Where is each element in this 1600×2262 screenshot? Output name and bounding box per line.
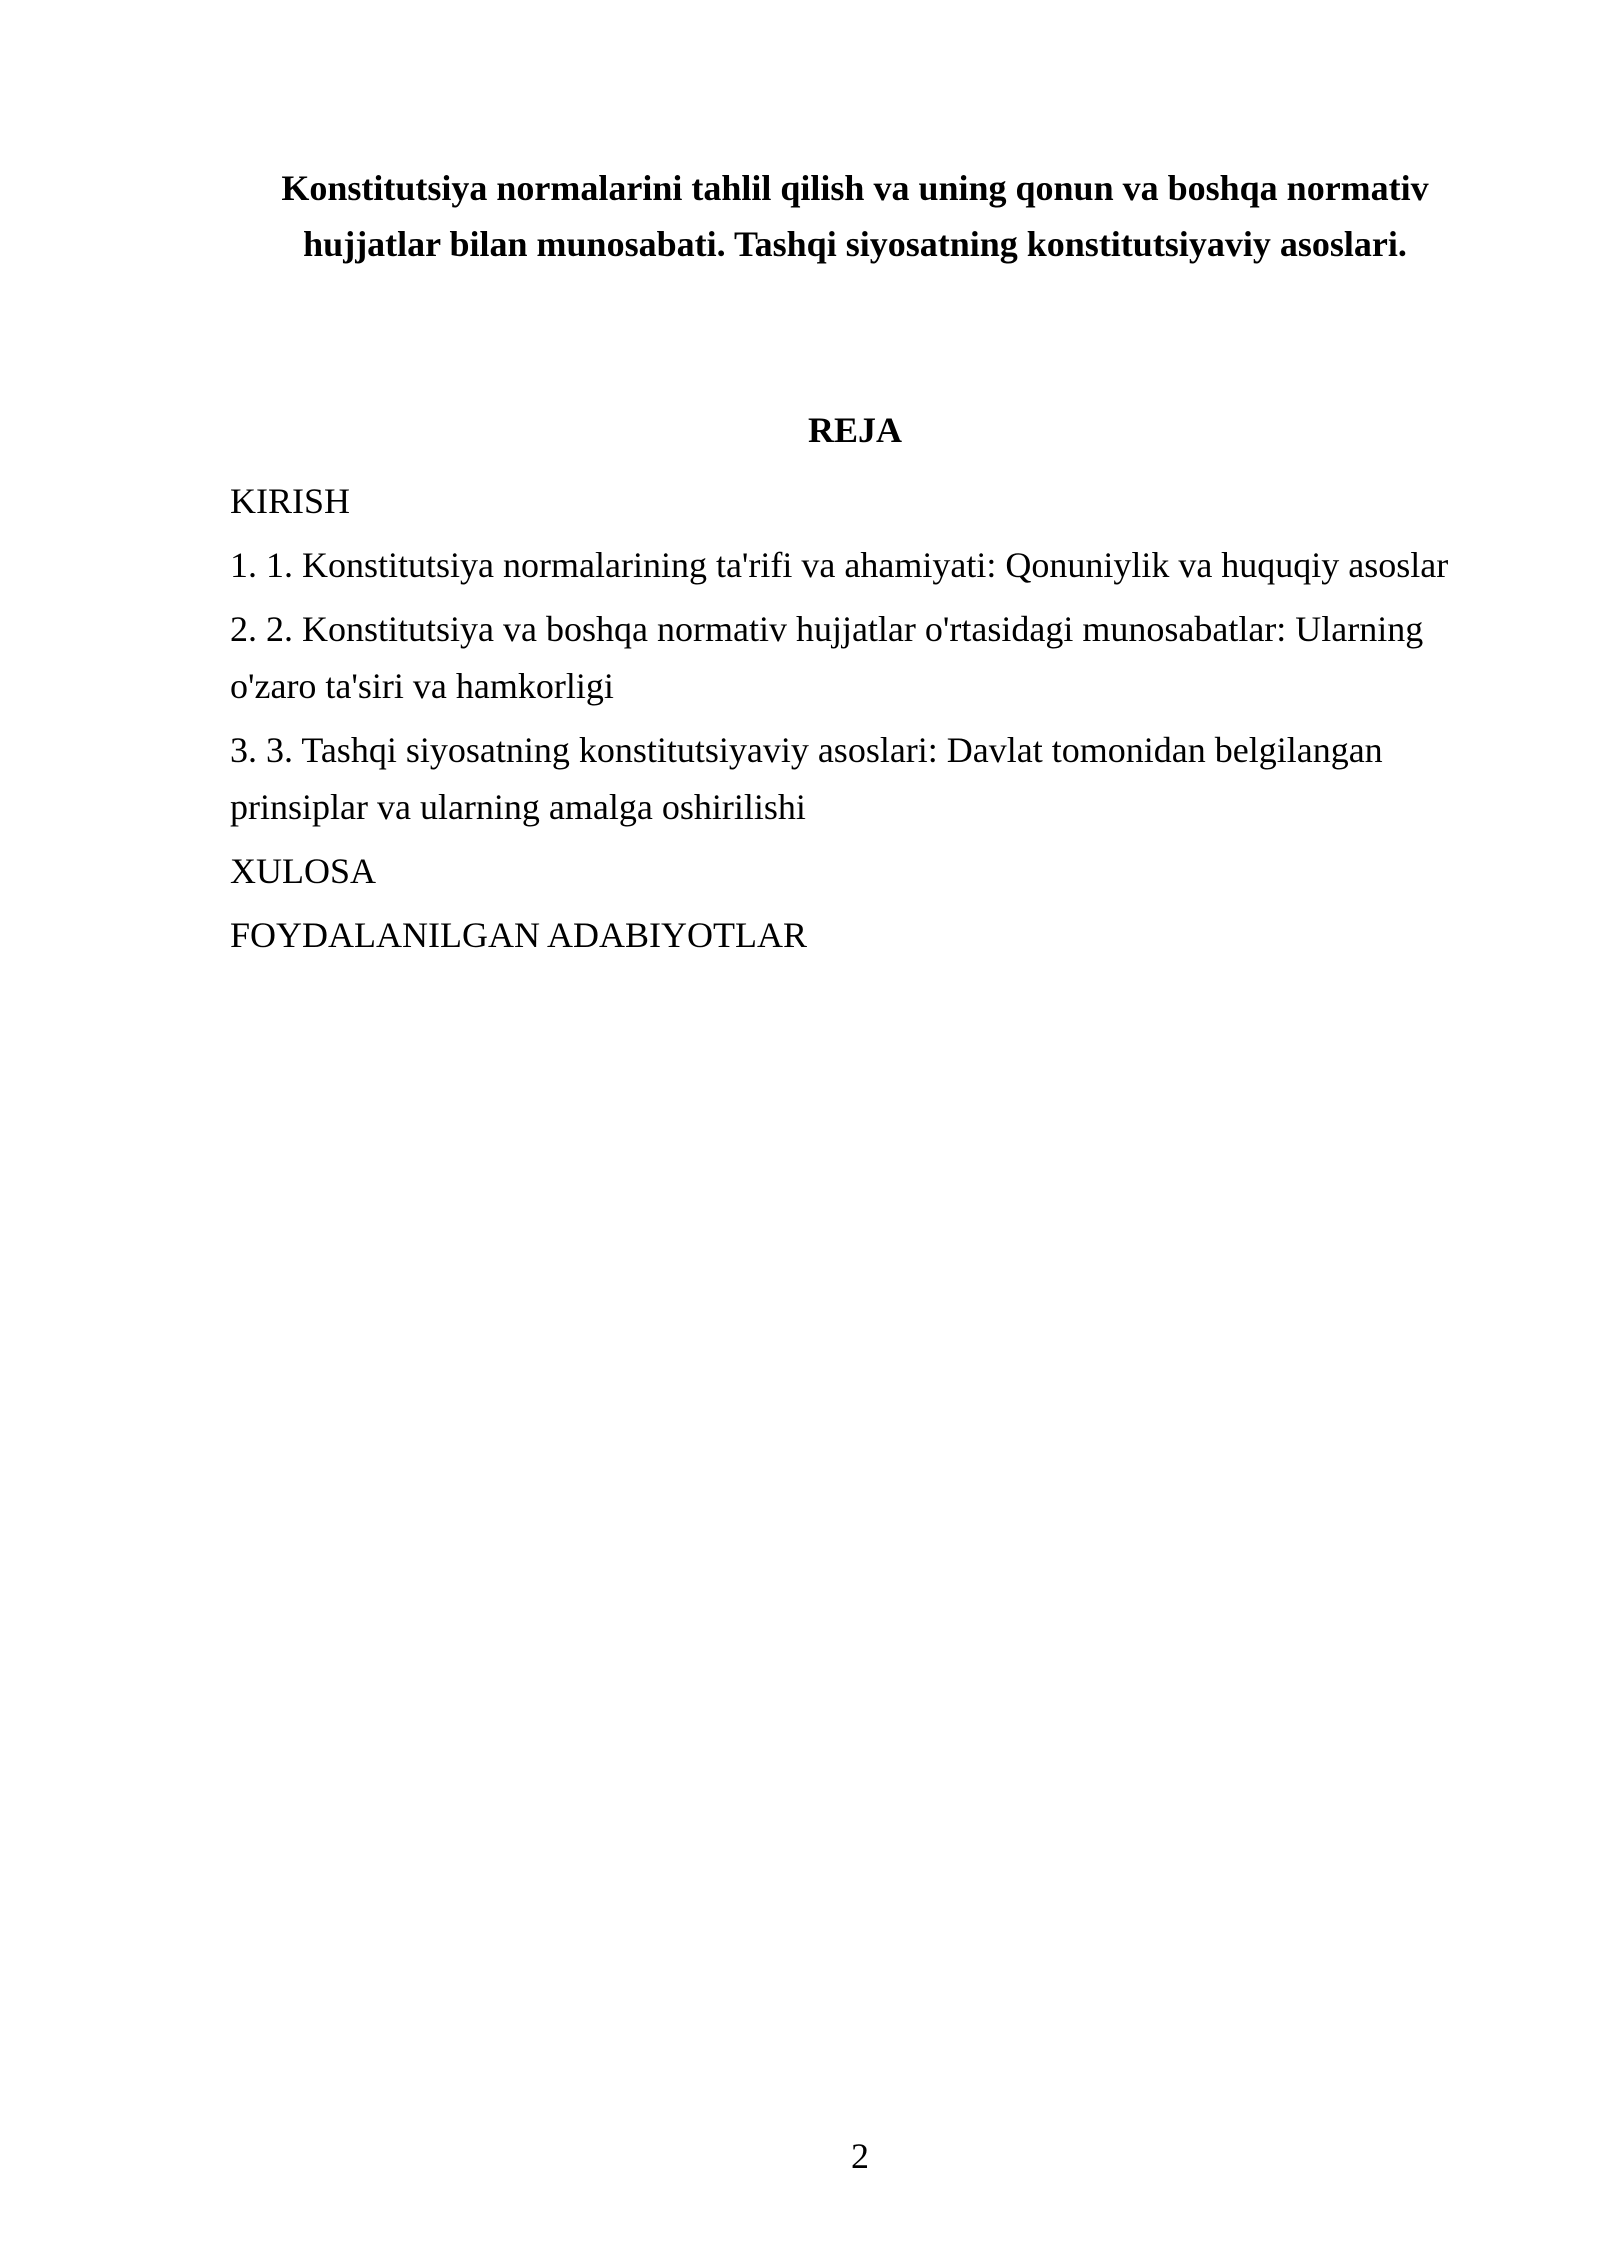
plan-item-introduction: KIRISH: [230, 481, 351, 521]
plan-item-3: 3. 3. Tashqi siyosatning konstitutsiyaviy asoslari: Davlat tomonidan belgilangan prinsiplar va ularning amalga oshirilishi: [230, 730, 1383, 827]
plan-list: [230, 473, 1490, 971]
plan-heading: REJA: [807, 410, 902, 450]
plan-item-conclusion: XULOSA: [230, 851, 377, 891]
plan-item-1: 1. 1. Konstitutsiya normalarining ta'rifi va ahamiyati: Qonuniylik va huquqiy asoslar: [230, 545, 1449, 585]
page-number: 2: [851, 2136, 869, 2176]
plan-item-references: FOYDALANILGAN ADABIYOTLAR: [230, 915, 807, 955]
plan-item-2: 2. 2. Konstitutsiya va boshqa normativ hujjatlar o'rtasidagi munosabatlar: Ularning o'zaro ta'siri va hamkorligi: [230, 609, 1424, 706]
document-title: Konstitutsiya normalarini tahlil qilish va uning qonun va boshqa normativ hujjatlar bilan munosabati. Tashqi siyosatning konstitutsiyaviy asoslari.: [281, 168, 1429, 264]
